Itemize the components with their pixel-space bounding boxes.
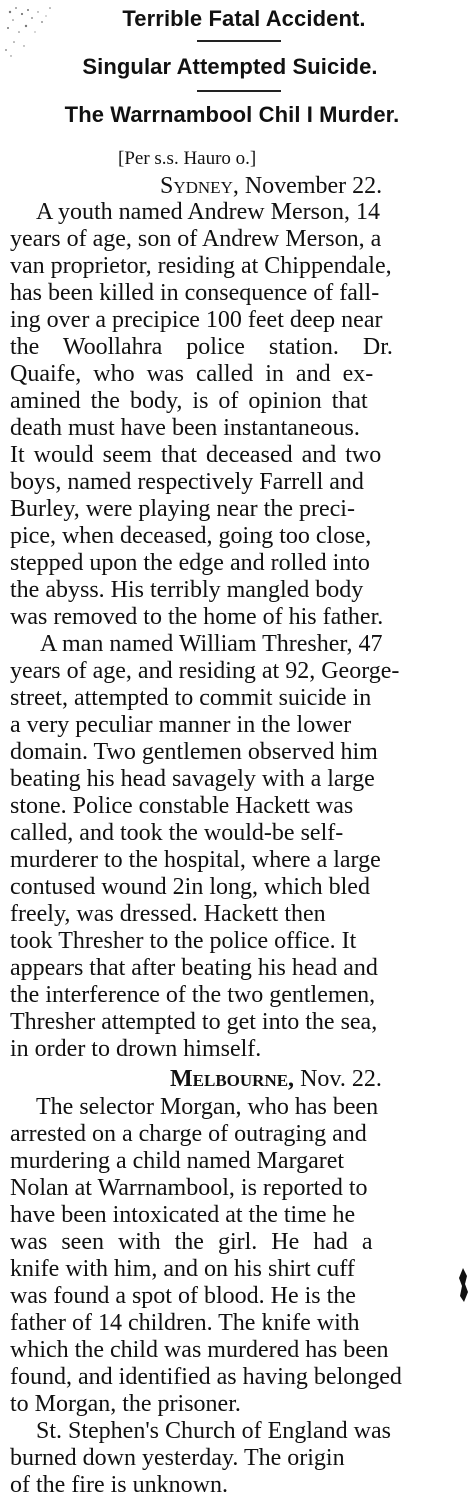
article-line: A youth named Andrew Merson, 14 [36, 199, 380, 225]
article-line: the Woollahra police station. Dr. [10, 334, 393, 360]
article-line: arrested on a charge of outraging and [10, 1121, 367, 1147]
headline-divider [197, 90, 281, 92]
article-line: found, and identified as having belonged [10, 1364, 402, 1390]
dateline-place: Melbourne, [170, 1066, 295, 1092]
dateline-place: Sydney, [160, 173, 239, 199]
dateline-melbourne [170, 1065, 382, 1093]
article-line: boys, named respectively Farrell and [10, 469, 364, 495]
article-line: called, and took the would-be self- [10, 820, 344, 846]
article-line: death must have been instantaneous. [10, 415, 360, 441]
article-line: Quaife, who was called in and ex- [10, 361, 374, 387]
article-line: father of 14 children. The knife with [10, 1310, 360, 1336]
article-line: contused wound 2in long, which bled [10, 874, 370, 900]
article-line: The selector Morgan, who has been [36, 1094, 379, 1120]
article-line: was found a spot of blood. He is the [10, 1283, 356, 1309]
article-line: burned down yesterday. The origin [10, 1445, 345, 1471]
article-line: years of age, son of Andrew Merson, a [10, 226, 382, 252]
headline-divider [197, 40, 281, 42]
article-line: knife with him, and on his shirt cuff [10, 1256, 355, 1282]
article-line: was seen with the girl. He had a [10, 1229, 373, 1255]
article-line: was removed to the home of his father. [10, 604, 384, 630]
article-line: murdering a child named Margaret [10, 1148, 345, 1174]
article-line: amined the body, is of opinion that [10, 388, 368, 414]
margin-ink-mark [456, 1266, 470, 1306]
article-line: St. Stephen's Church of England was [36, 1418, 391, 1444]
article-line: Thresher attempted to get into the sea, [10, 1009, 378, 1035]
article-line: stepped upon the edge and rolled into [10, 550, 370, 576]
article-line: murderer to the hospital, where a large [10, 847, 381, 873]
article-line: have been intoxicated at the time he [10, 1202, 356, 1228]
article-line: Burley, were playing near the preci- [10, 496, 355, 522]
source-note: [Per s.s. Hauro o.] [118, 148, 257, 169]
article-line: street, attempted to commit suicide in [10, 685, 372, 711]
article-line: took Thresher to the police office. It [10, 928, 357, 954]
article-line: van proprietor, residing at Chippendale, [10, 253, 392, 279]
article-line: beating his head savagely with a large [10, 766, 375, 792]
article-line: the abyss. His terribly mangled body [10, 577, 364, 603]
headline-warrnambool-murder: The Warrnambool Chil I Murder. [64, 102, 400, 127]
dateline-date: November 22. [244, 173, 383, 199]
headline-attempted-suicide: Singular Attempted Suicide. [82, 54, 378, 79]
dateline-date: Nov. 22. [300, 1066, 382, 1092]
dateline-sydney [160, 172, 382, 200]
article-line: of the fire is unknown. [10, 1472, 228, 1498]
article-line: stone. Police constable Hackett was [10, 793, 354, 819]
article-line: years of age, and residing at 92, George- [10, 658, 400, 684]
article-line: to Morgan, the prisoner. [10, 1391, 241, 1417]
article-line: which the child was murdered has been [10, 1337, 389, 1363]
article-line: a very peculiar manner in the lower [10, 712, 352, 738]
article-line: freely, was dressed. Hackett then [10, 901, 326, 927]
article-line: pice, when deceased, going too close, [10, 523, 372, 549]
article-line: Nolan at Warrnambool, is reported to [10, 1175, 368, 1201]
article-line: ing over a precipice 100 feet deep near [10, 307, 383, 333]
article-line: appears that after beating his head and [10, 955, 378, 981]
article-line: domain. Two gentlemen observed him [10, 739, 378, 765]
article-line: the interference of the two gentlemen, [10, 982, 376, 1008]
article-line: in order to drown himself. [10, 1036, 262, 1062]
headline-fatal-accident: Terrible Fatal Accident. [122, 6, 366, 31]
article-line: has been killed in consequence of fall- [10, 280, 380, 306]
article-line: A man named William Thresher, 47 [40, 631, 383, 657]
article-line: It would seem that deceased and two [10, 442, 382, 468]
